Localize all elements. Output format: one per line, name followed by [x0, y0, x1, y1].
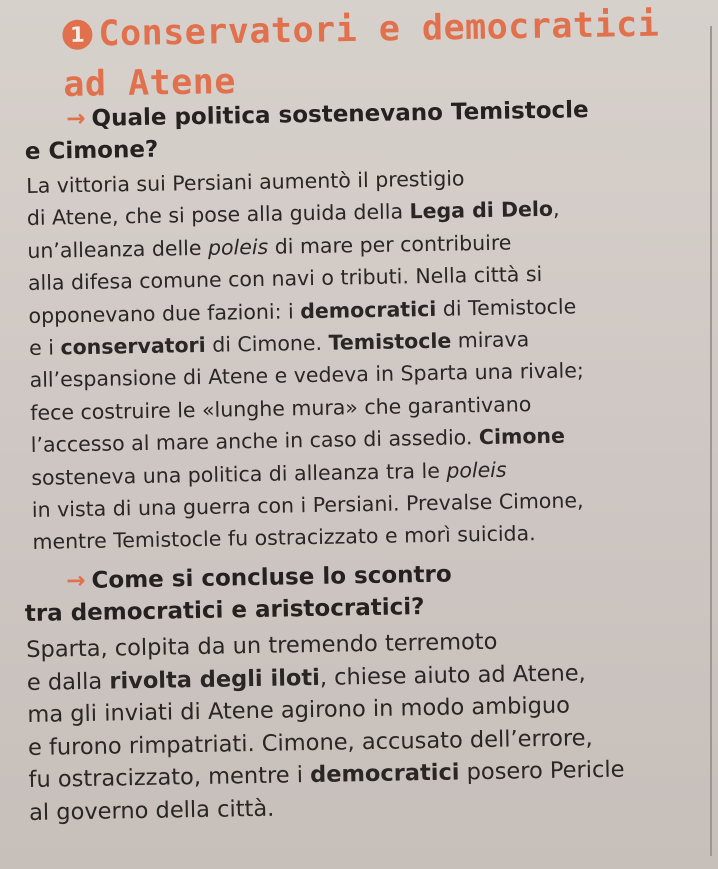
question-1-line-2: e Cimone? [24, 136, 159, 165]
section-number-badge: 1 [62, 19, 93, 50]
question-2-line-2: tra democratici e aristocratici? [24, 594, 425, 627]
keyword-conservatori: conservatori [60, 332, 206, 360]
arrow-right-icon: → [66, 105, 86, 133]
keyword-temistocle: Temistocle [328, 328, 452, 355]
p1-line: l’accesso al mare anche in caso di assedio. Cimone [30, 423, 566, 458]
p2-line: e dalla rivolta degli iloti, chiese aiuto ad Atene, [26, 659, 586, 696]
p2-line: fu ostracizzato, mentre i democratici posero Pericle [28, 756, 625, 794]
p1-line: alla difesa comune con navi o tributi. Nella città si [27, 262, 543, 296]
p1-line: opponevano due fazioni: i democratici di Temistocle [28, 294, 577, 328]
question-2-line-1: Come si concluse lo scontro [91, 561, 452, 594]
question-2 [24, 554, 705, 630]
p1-line: un’alleanza delle poleis di mare per contribuire [27, 230, 512, 263]
p2-line: e furono rimpatriati. Cimone, accusato dell’errore, [27, 724, 593, 761]
keyword-cimone: Cimone [478, 423, 566, 450]
keyword-democratici: democratici [309, 759, 460, 789]
title-line-1: Conservatori e democratici [98, 4, 660, 55]
question-1 [24, 92, 705, 168]
p2-line: Sparta, colpita da un tremendo terremoto [26, 628, 498, 663]
p1-line: fece costruire le «lunghe mura» che garantivano [30, 392, 532, 425]
p2-line: al governo della città. [28, 795, 275, 826]
p1-line: e i conservatori di Cimone. Temistocle mirava [28, 327, 530, 361]
keyword-lega-di-delo: Lega di Delo [409, 197, 554, 224]
paragraph-1 [26, 158, 718, 559]
p1-line: in vista di una guerra con i Persiani. Prevalse Cimone, [31, 488, 584, 523]
p1-line: sosteneva una politica di alleanza tra le poleis [31, 457, 507, 490]
p1-line: all’espansione di Atene e vedeva in Sparta una rivale; [29, 358, 584, 393]
p1-line: mentre Temistocle fu ostracizzato e morì suicida. [32, 521, 536, 555]
paragraph-2 [26, 622, 715, 830]
title-line-2: ad Atene [62, 61, 237, 105]
arrow-right-icon: → [66, 567, 86, 595]
keyword-democratici: democratici [299, 296, 437, 323]
p2-line: ma gli inviati di Atene agirono in modo ambiguo [27, 692, 571, 729]
question-1-line-1: Quale politica sostenevano Temistocle [91, 97, 589, 132]
p1-line: di Atene, che si pose alla guida della Lega di Delo, [26, 197, 560, 231]
p1-line: La vittoria sui Persiani aumentò il prestigio [26, 166, 465, 198]
keyword-rivolta-degli-iloti: rivolta degli iloti [109, 664, 321, 695]
